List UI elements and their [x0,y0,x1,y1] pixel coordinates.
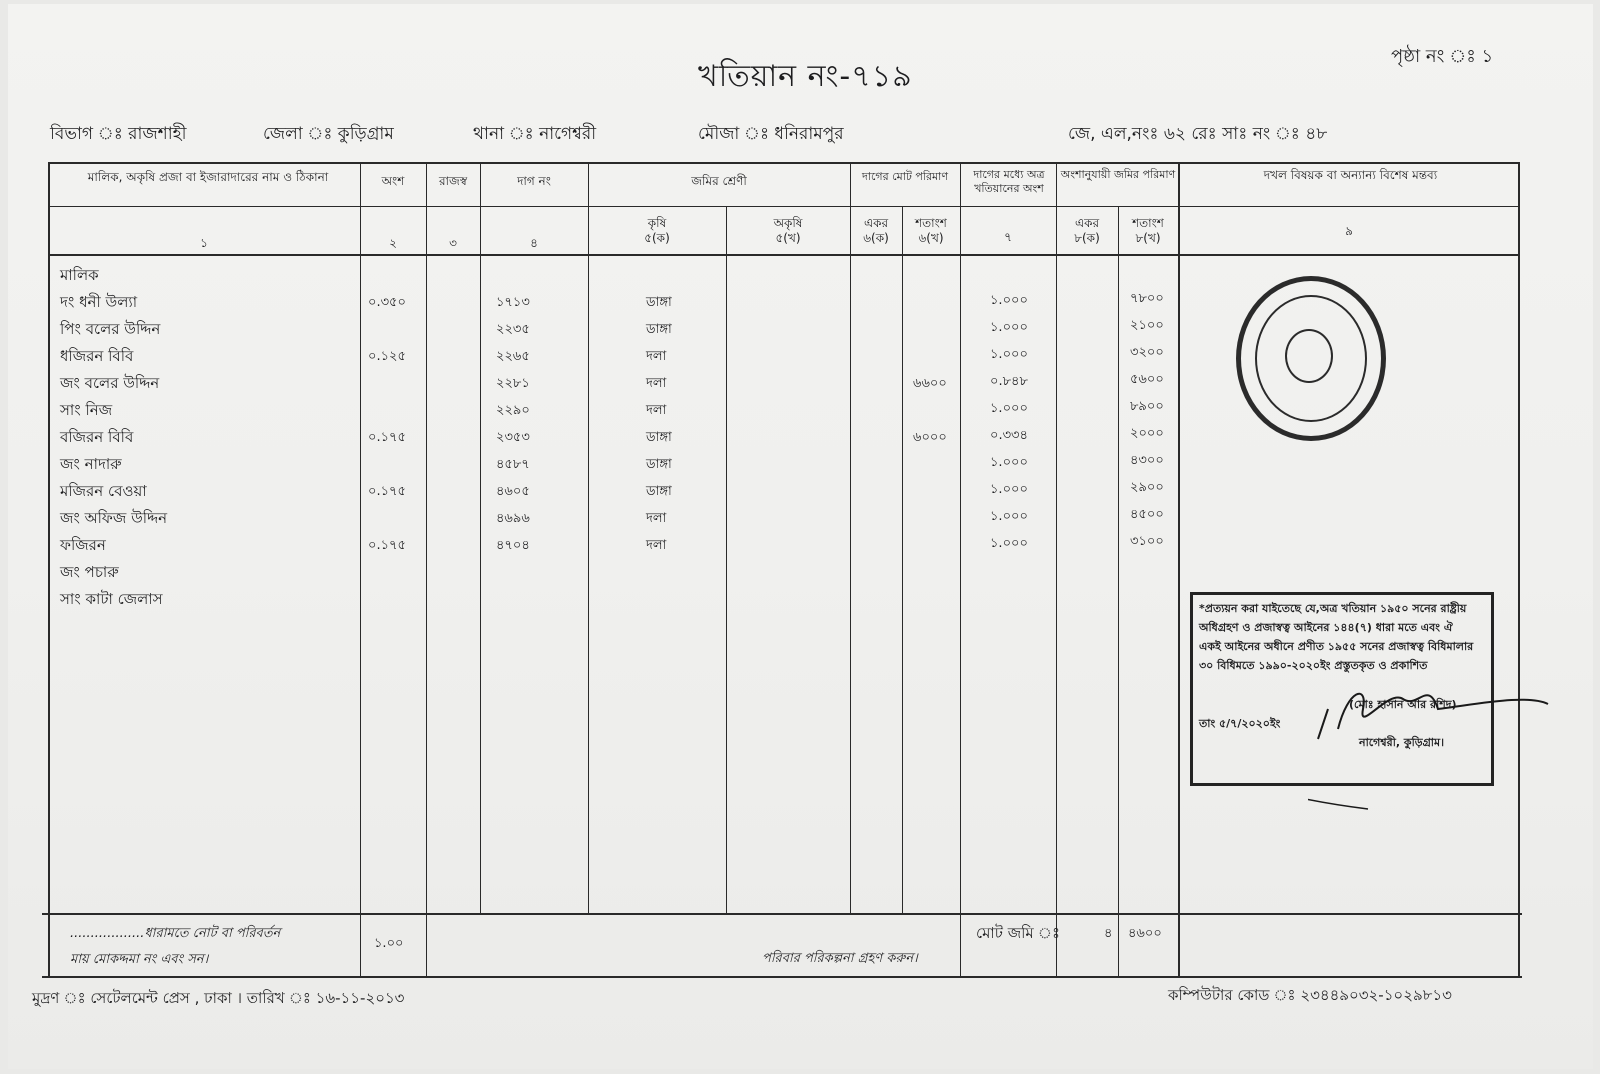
signature-scribble [1308,669,1568,829]
khatian-share-value: ১.০০০ [990,455,1028,470]
print-info: মুদ্রণ ঃ সেটেলমেন্ট প্রেস , ঢাকা । তারিখ ঃ ১৬-১১-২০১৩ [32,989,405,1007]
owner-name: ফজিরন [60,536,106,554]
khatian-share-value: ১.০০০ [990,536,1028,551]
acre2-number: ৮(ক) [1074,231,1100,245]
agri-number: ৫(ক) [644,231,670,245]
dag-value: ২২৯০ [496,403,530,418]
acre-number: ৬(ক) [863,231,889,245]
col-dag-header: দাগ নং [517,174,551,188]
owner-label: মালিক [60,266,99,284]
owner-name: ধজিরন বিবি [60,347,134,365]
cert-line-3: একই আইনের অধীনে প্রণীত ১৯৫৫ সনের প্রজাস্বত্ব বিধিমালার [1199,640,1474,653]
class-value: দলা [646,511,667,526]
class-value: ডাঙ্গা [646,322,672,337]
col-shareland-header: অংশানুযায়ী জমির পরিমাণ [1060,168,1176,181]
decimal2-number: ৮(খ) [1135,231,1161,245]
cert-office: নাগেশ্বরী, কুড়িগ্রাম। [1359,736,1445,749]
dag-value: ৪৬৯৬ [496,511,530,526]
owner-name: জং অফিজ উদ্দিন [60,509,168,527]
khatian-share-value: ১.০০০ [990,347,1028,362]
share-value: ০.১৭৫ [368,484,406,499]
document-title: খতিয়ান নং-৭১৯ [698,59,913,94]
decimal2-value: ৭৮০০ [1130,291,1164,306]
cert-line-1: *প্রত্যয়ন করা যাইতেছে যে,অত্র খতিয়ান ১৯৫০ সনের রাষ্ট্রীয় [1199,602,1467,615]
nonagri-number: ৫(খ) [775,231,801,245]
owner-name: সাং কাটা জেলাস [60,590,163,608]
cert-signer: (মোঃ হাসান আর রশিদ) [1349,698,1457,711]
col-number-4: ৪ [530,236,538,250]
owner-name: জং নাদারু [60,455,122,473]
total-acre: ৪ [1104,926,1113,941]
class-value: ডাঙ্গা [646,295,672,310]
division: বিভাগ ঃ রাজশাহী [50,124,187,144]
decimal-value: ৬০০০ [913,430,947,445]
office-seal [1236,276,1386,441]
col-number-2: ২ [389,236,397,250]
family-planning-slogan: পরিবার পরিকল্পনা গ্রহণ করুন। [762,951,918,966]
dag-value: ২২৮১ [496,376,530,391]
col-number-3: ৩ [449,236,457,250]
decimal2-value: ৪৫০০ [1130,507,1164,522]
decimal2-value: ৮৯০০ [1130,399,1164,414]
col-khatianshare-header: দাগের মধ্যে অত্র খতিয়ানের অংশ [973,168,1045,195]
owner-name: দং ধনী উল্যা [60,293,138,311]
col-landclass-header: জমির শ্রেণী [691,174,747,188]
dag-value: ৪৫৮৭ [496,457,530,472]
khatian-document [8,4,1593,1069]
class-value: দলা [646,349,667,364]
cert-date: তাং ৫/৭/২০২০ইং [1199,717,1281,730]
owner-name: সাং নিজ [60,401,113,419]
dag-value: ২২৬৫ [496,349,530,364]
owner-name: বজিরন বিবি [60,428,134,446]
col-remarks-header: দখল বিষয়ক বা অন্যান্য বিশেষ মন্তব্য [1263,168,1438,182]
class-value: দলা [646,538,667,553]
khatian-share-value: ১.০০০ [990,482,1028,497]
col-dagtotal-header: দাগের মোট পরিমাণ [861,170,948,183]
acre2-header: একর [1074,216,1100,230]
dag-value: ২২৩৫ [496,322,530,337]
owner-name: জং পচারু [60,563,119,581]
col-owner-header: মালিক, অকৃষি প্রজা বা ইজারাদারের নাম ও ঠিকানা [87,170,329,184]
class-value: দলা [646,403,667,418]
col-revenue-header: রাজস্ব [438,174,468,188]
decimal2-value: ৩২০০ [1130,345,1164,360]
decimal2-value: ২০০০ [1130,426,1164,441]
class-value: ডাঙ্গা [646,484,672,499]
khatian-share-value: ১.০০০ [990,320,1028,335]
share-value: ০.১৭৫ [368,538,406,553]
page-number: পৃষ্ঠা নং ঃ ১ [1391,46,1494,67]
footer-note-line1: ..................ধারামতে নোট বা পরিবর্তন [70,926,281,941]
decimal2-value: ৩১০০ [1130,534,1164,549]
decimal-number: ৬(খ) [918,231,944,245]
owner-name: মজিরন বেওয়া [60,482,147,500]
decimal-value: ৬৬০০ [913,376,947,391]
cert-line-2: অধিগ্রহণ ও প্রজাস্বত্ব আইনের ১৪৪(৭) ধারা মতে এবং ঐ [1199,621,1453,634]
district: জেলা ঃ কুড়িগ্রাম [263,124,394,144]
khatian-share-value: ০.৩৩৪ [990,428,1028,443]
thana: থানা ঃ নাগেশ্বরী [473,124,597,144]
decimal-header: শতাংশ [915,216,947,230]
col-share-header: অংশ [381,174,405,188]
decimal2-value: ২৯০০ [1130,480,1164,495]
decimal2-header: শতাংশ [1132,216,1164,230]
dag-value: ৪৭০৪ [496,538,530,553]
owner-name: জং বলের উদ্দিন [60,374,160,392]
share-value: ০.৩৫০ [368,295,406,310]
dag-value: ৪৬০৫ [496,484,530,499]
mouza: মৌজা ঃ ধনিরামপুর [698,124,844,144]
nonagri-header: অকৃষি [773,216,803,230]
dag-value: ২৩৫৩ [496,430,530,445]
decimal2-value: ২১০০ [1130,318,1164,333]
khatian-share-value: ১.০০০ [990,401,1028,416]
col-number-7: ৭ [1004,230,1012,244]
computer-code: কম্পিউটার কোড ঃ ২৩৪৪৯০৩২-১০২৯৮১৩ [1168,986,1452,1004]
share-value: ০.১২৫ [368,349,406,364]
agri-header: কৃষি [647,216,667,230]
khatian-share-value: ১.০০০ [990,509,1028,524]
decimal2-value: ৫৬০০ [1130,372,1164,387]
jl-number: জে, এল,নংঃ ৬২ রেঃ সাঃ নং ঃ ৪৮ [1068,124,1328,144]
col-number-9: ৯ [1345,224,1353,238]
khatian-share-value: ১.০০০ [990,293,1028,308]
owner-name: পিং বলের উদ্দিন [60,320,161,338]
class-value: দলা [646,376,667,391]
cert-line-4: ৩০ বিধিমতে ১৯৯০-২০২০ইং প্রস্তুতকৃত ও প্রকাশিত [1199,659,1428,672]
class-value: ডাঙ্গা [646,457,672,472]
decimal2-value: ৪৩০০ [1130,453,1164,468]
total-share: ১.০০ [374,936,404,951]
acre-header: একর [863,216,889,230]
share-value: ০.১৭৫ [368,430,406,445]
khatian-share-value: ০.৮৪৮ [990,374,1028,389]
class-value: ডাঙ্গা [646,430,672,445]
total-decimal: ৪৬০০ [1128,926,1162,941]
dag-value: ১৭১৩ [496,295,530,310]
footer-note-line2: মায় মোকদ্দমা নং এবং সন। [70,952,209,967]
total-land-label: মোট জমি ঃ [976,924,1060,942]
col-number-1: ১ [200,236,208,250]
